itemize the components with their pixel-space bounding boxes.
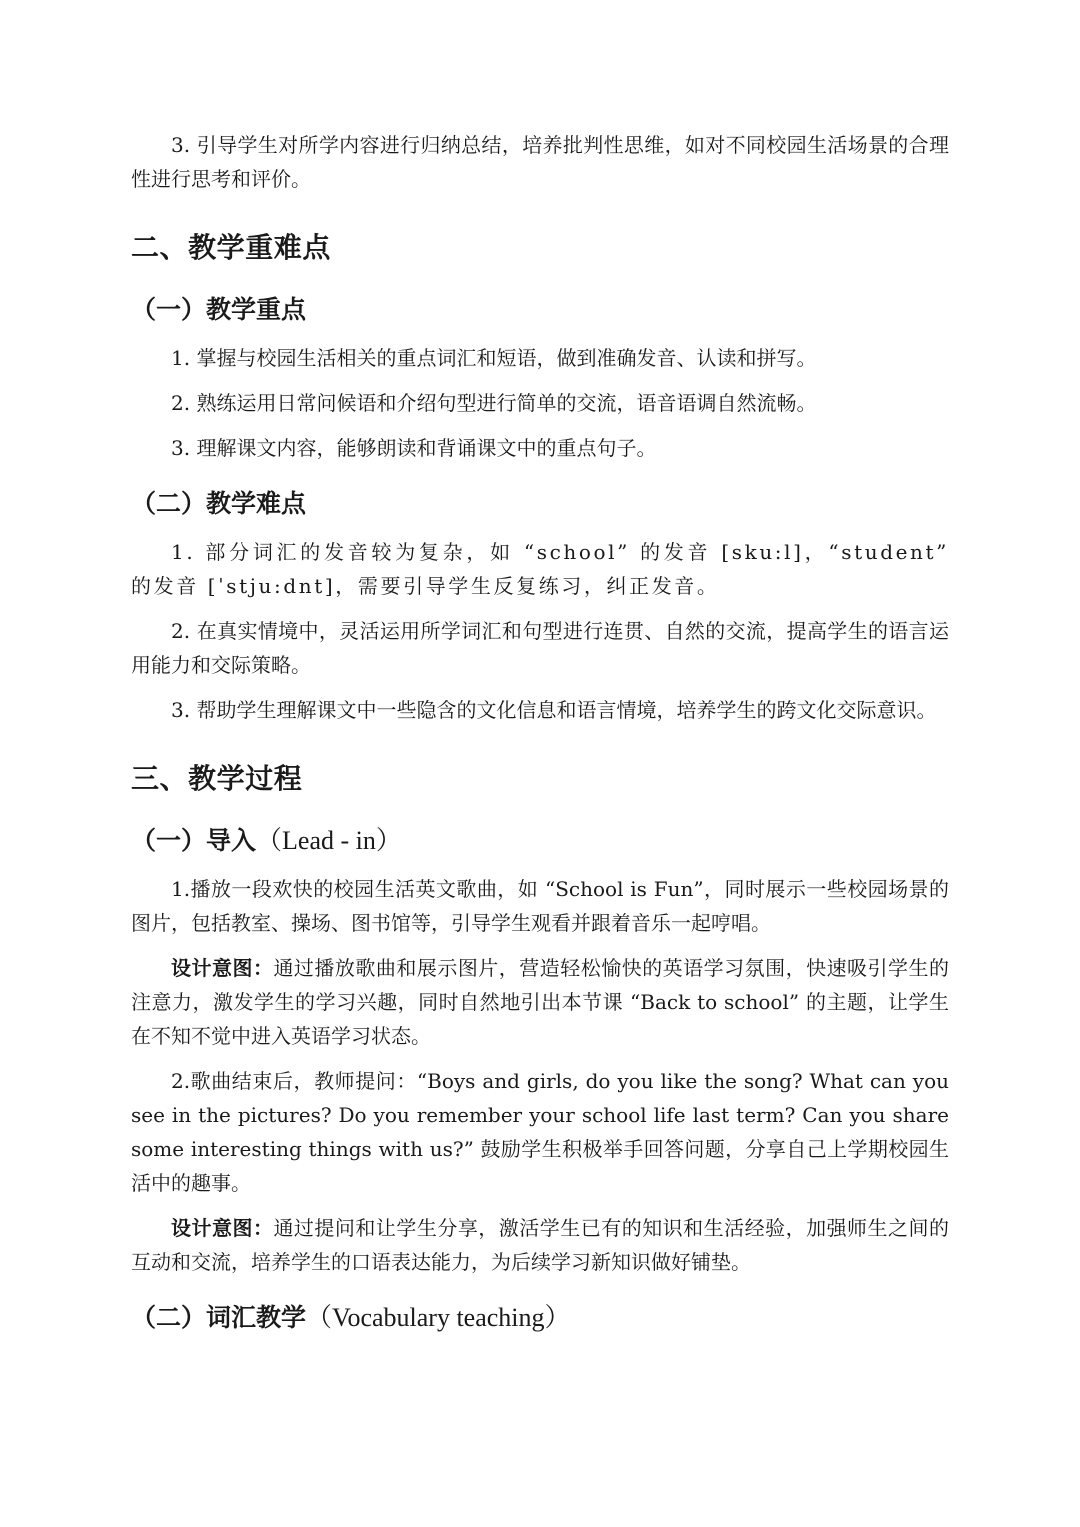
- lead-in-step-1-paragraph: 1.播放一段欢快的校园生活英文歌曲，如 “School is Fun”，同时展示一些校园场景的图片，包括教室、操场、图书馆等，引导学生观看并跟着音乐一起哼唱。: [131, 877, 949, 935]
- subheading-key-points: （一）教学重点: [131, 295, 307, 324]
- design-intent-2-paragraph: [131, 1211, 949, 1279]
- design-intent-1-paragraph: [131, 951, 949, 1053]
- design-intent-label: 设计意图：: [171, 1216, 274, 1240]
- design-intent-1-text: 通过播放歌曲和展示图片，营造轻松愉快的英语学习氛围，快速吸引学生的注意力，激发学生的学习兴趣，同时自然地引出本节课 “Back to school” 的主题，让学生在不知不觉中进入英语学习状态。: [131, 956, 950, 1048]
- difficult-point-3-paragraph: 3. 帮助学生理解课文中一些隐含的文化信息和语言情境，培养学生的跨文化交际意识。: [171, 698, 937, 722]
- subheading-vocabulary-teaching: [131, 1300, 949, 1336]
- design-intent-label: 设计意图：: [171, 956, 274, 980]
- subheading-vocabulary-en: （Vocabulary teaching）: [306, 1303, 571, 1332]
- subheading-lead-in-en: （Lead - in）: [256, 826, 402, 855]
- subheading-lead-in: [131, 823, 949, 859]
- difficult-point-2-paragraph: 2. 在真实情境中，灵活运用所学词汇和句型进行连贯、自然的交流，提高学生的语言运用能力和交际策略。: [131, 619, 949, 677]
- subheading-vocabulary-cn: （二）词汇教学: [131, 1303, 307, 1332]
- section-heading-teaching-process: 三、教学过程: [131, 762, 303, 795]
- objective-3-paragraph: 3. 引导学生对所学内容进行归纳总结，培养批判性思维，如对不同校园生活场景的合理性进行思考和评价。: [131, 133, 949, 191]
- key-point-2-paragraph: 2. 熟练运用日常问候语和介绍句型进行简单的交流，语音语调自然流畅。: [171, 391, 817, 415]
- lead-in-step-2-paragraph: 2.歌曲结束后，教师提问：“Boys and girls, do you like the song? What can you see in the pictures? Do you remember your school life last term? Can you share some interesting things with us?” 鼓励学生积极举手回答问题，分享自己上学期校园生活中的趣事。: [131, 1069, 949, 1195]
- difficult-point-1-paragraph: 1. 部分词汇的发音较为复杂，如 “school” 的发音 [sku:l]，“student” 的发音 [ˈstju:dnt]，需要引导学生反复练习，纠正发音。: [131, 540, 949, 598]
- subheading-difficult-points: （二）教学难点: [131, 489, 307, 518]
- design-intent-2-text: 通过提问和让学生分享，激活学生已有的知识和生活经验，加强师生之间的互动和交流，培养学生的口语表达能力，为后续学习新知识做好铺垫。: [131, 1216, 950, 1274]
- subheading-lead-in-cn: （一）导入: [131, 826, 257, 855]
- key-point-3-paragraph: 3. 理解课文内容，能够朗读和背诵课文中的重点句子。: [171, 436, 657, 460]
- section-heading-key-difficult-points: 二、教学重难点: [131, 231, 331, 264]
- document-page: [131, 128, 949, 1349]
- key-point-1-paragraph: 1. 掌握与校园生活相关的重点词汇和短语，做到准确发音、认读和拼写。: [171, 346, 817, 370]
